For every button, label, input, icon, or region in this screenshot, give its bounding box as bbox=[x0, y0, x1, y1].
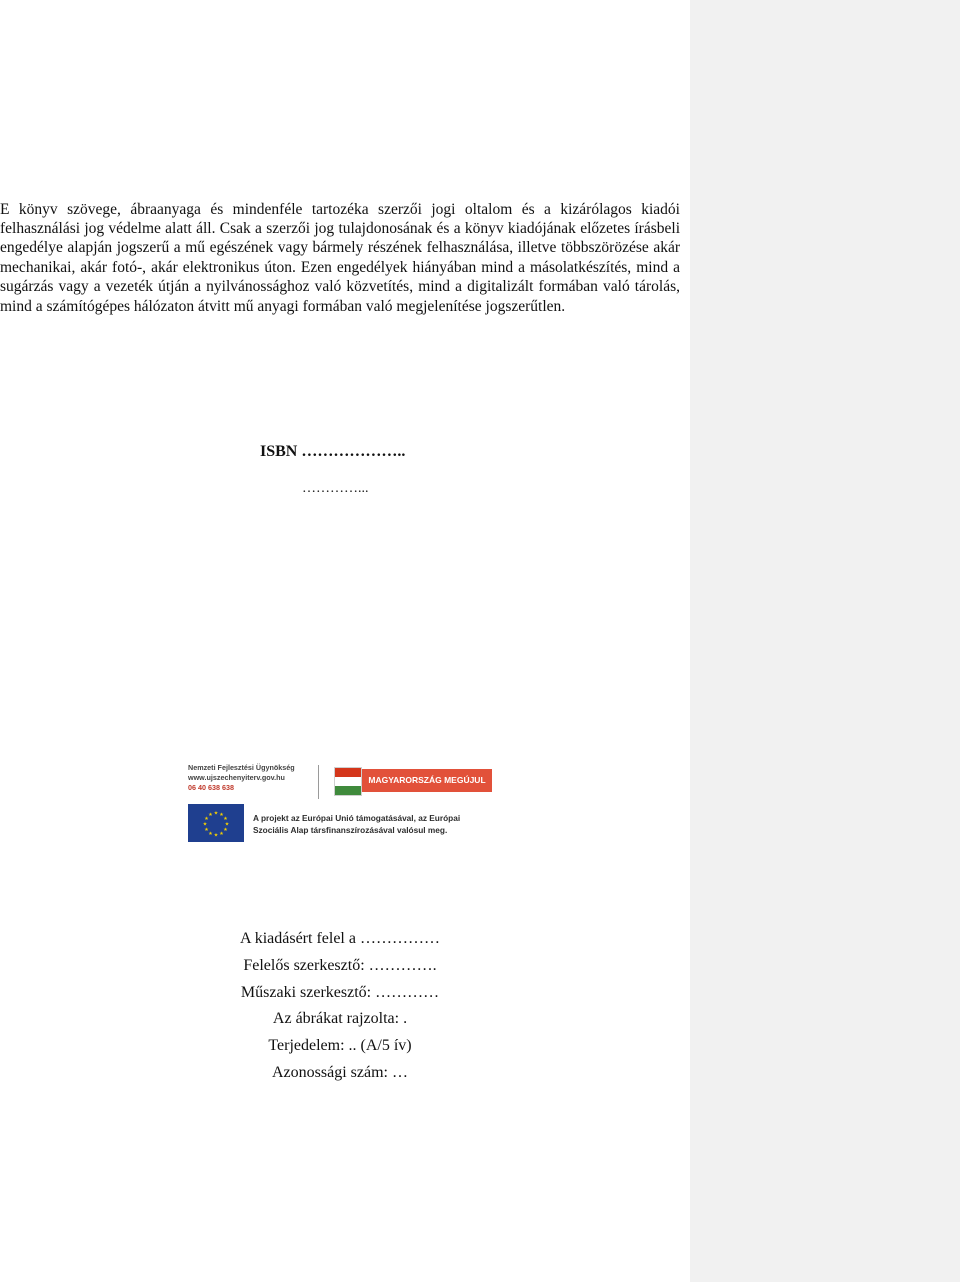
logo-divider bbox=[318, 765, 319, 799]
hungarian-flag-icon bbox=[334, 767, 362, 796]
svg-text:★: ★ bbox=[219, 831, 224, 837]
svg-text:★: ★ bbox=[213, 832, 219, 839]
isbn-label: ISBN ……………….. bbox=[260, 443, 406, 460]
funding-logos bbox=[183, 756, 503, 860]
svg-text:★: ★ bbox=[219, 812, 224, 818]
eu-funding-text bbox=[253, 812, 460, 836]
eu-funding-line-2: Szociális Alap társfinanszírozásával valósul meg. bbox=[253, 825, 448, 835]
program-banner: MAGYARORSZÁG MEGÚJUL bbox=[362, 769, 492, 792]
identifier-line: Azonossági szám: … bbox=[272, 1063, 408, 1081]
agency-url: www.ujszechenyiterv.gov.hu bbox=[188, 773, 285, 782]
length-line: Terjedelem: .. (A/5 ív) bbox=[268, 1037, 412, 1055]
svg-text:★: ★ bbox=[224, 821, 230, 828]
copyright-notice: E könyv szövege, ábraanyaga és mindenféle tartozéka szerzői jogi oltalom és a kizárólagos kiadói felhasználási jog védelme alatt áll. Csak a szerzői jog tulajdonosának és a könyv kiadójának előzetes írásbeli engedélye alapján jogszerű a mű egészének vagy bármely részének felhasználása, illetve többszörözése akár mechanikai, akár fotó-, akár elektronikus úton. Ezen engedélyek hiányában mind a másolatkészítés, mind a sugárzás vagy a vezeték útján a nyilvánossághoz való közvetítés, mind a digitalizált formában való tárolás, mind a számítógépes hálózaton átvitt mű anyagi formában való megjelenítése jogszerűtlen. bbox=[0, 200, 680, 315]
svg-text:★: ★ bbox=[208, 812, 213, 818]
svg-text:★: ★ bbox=[204, 827, 209, 833]
agency-phone: 06 40 638 638 bbox=[188, 783, 234, 792]
technical-editor-line: Műszaki szerkesztő: ………… bbox=[240, 983, 440, 1001]
agency-name: Nemzeti Fejlesztési Ügynökség bbox=[188, 763, 295, 772]
margin-panel bbox=[690, 0, 960, 1282]
eu-funding-line-1: A projekt az Európai Unió támogatásával, az Európai bbox=[253, 813, 461, 823]
svg-text:★: ★ bbox=[204, 816, 209, 822]
editor-line: Felelős szerkesztő: …………. bbox=[243, 956, 437, 974]
svg-text:★: ★ bbox=[223, 827, 228, 833]
svg-text:★: ★ bbox=[202, 821, 208, 828]
eu-flag-icon bbox=[188, 804, 244, 842]
illustrator-line: Az ábrákat rajzolta: . bbox=[272, 1010, 408, 1028]
svg-text:★: ★ bbox=[223, 816, 228, 822]
publisher-line: A kiadásért felel a …………… bbox=[240, 930, 440, 947]
agency-logo-text bbox=[188, 763, 295, 793]
svg-text:★: ★ bbox=[213, 810, 219, 817]
publication-credits bbox=[120, 926, 560, 1087]
svg-text:★: ★ bbox=[208, 831, 213, 837]
isbn-continuation: …………... bbox=[302, 481, 369, 496]
